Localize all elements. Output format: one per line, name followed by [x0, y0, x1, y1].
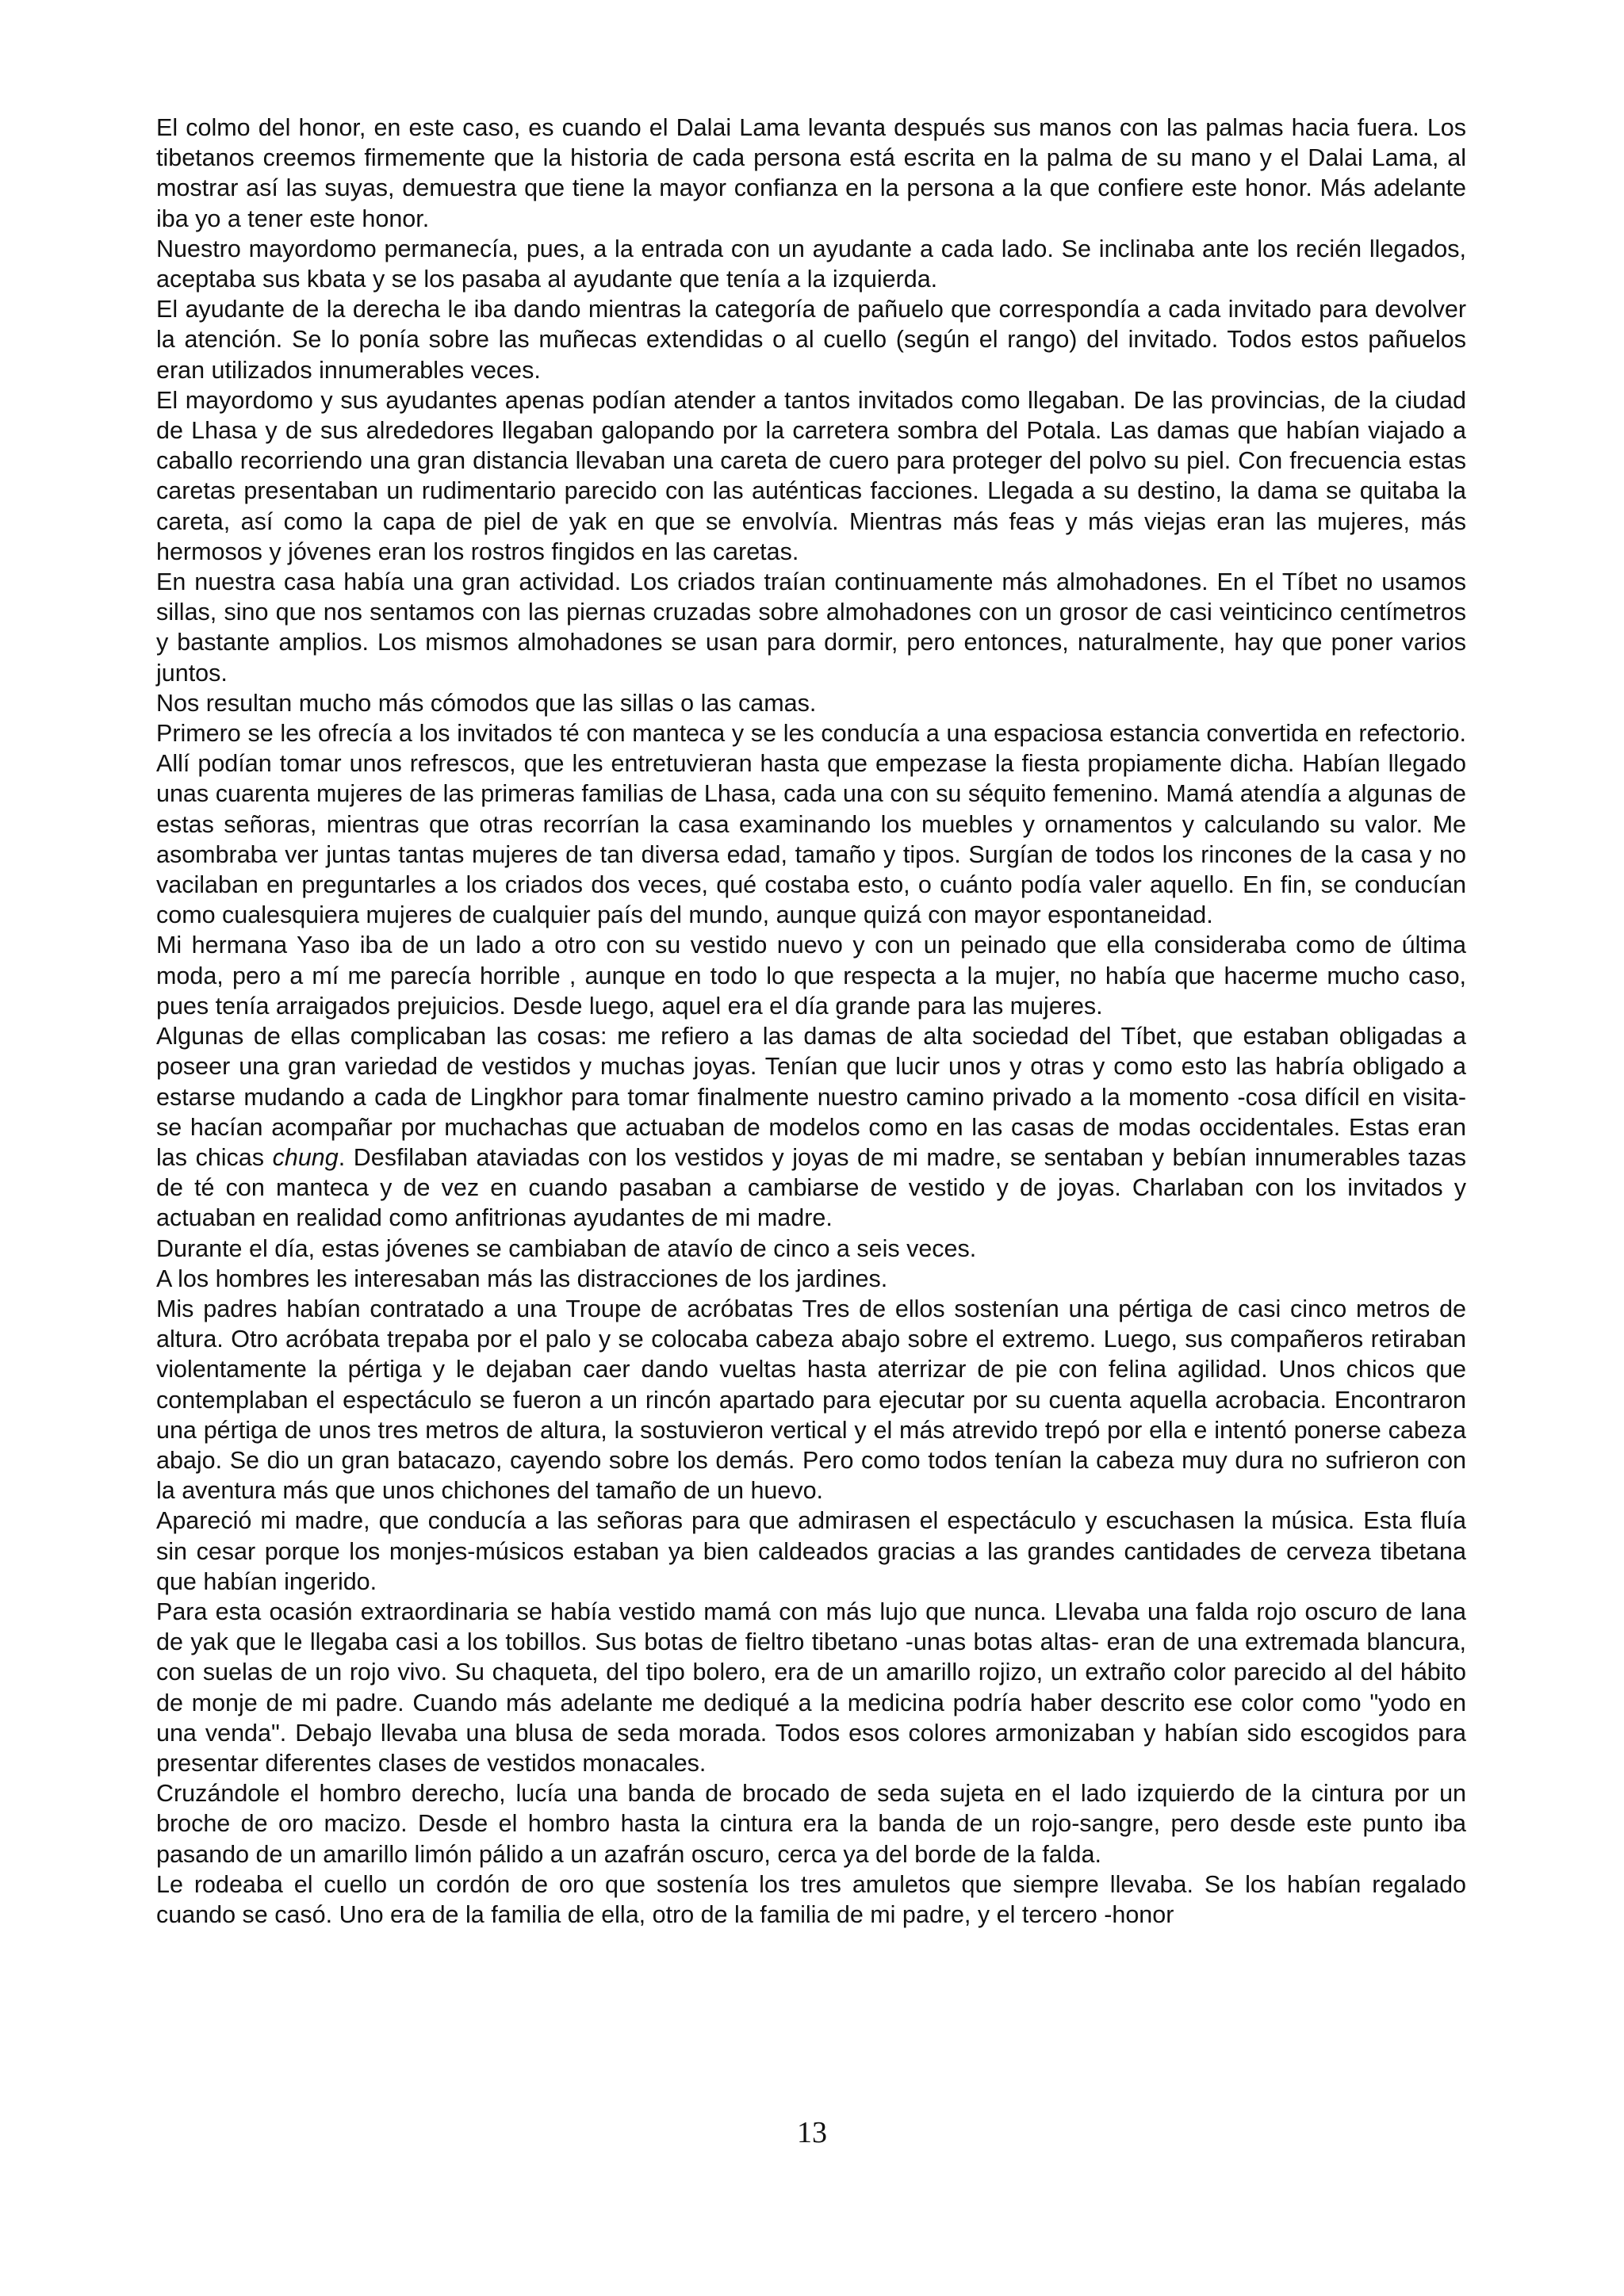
- paragraph: Mis padres habían contratado a una Troupe de acróbatas Tres de ellos sostenían una pértiga de casi cinco metros de altura. Otro acróbata trepaba por el palo y se colocaba cabeza abajo sobre el extremo. Luego, sus compañeros retiraban violentamente la pértiga y le dejaban caer dando vueltas hasta aterrizar de pie con felina agilidad. Unos chicos que contemplaban el espectáculo se fueron a un rincón apartado para ejecutar por su cuenta aquella acrobacia. Encontraron una pértiga de unos tres metros de altura, la sostuvieron vertical y el más atrevido trepó por ella e intentó ponerse cabeza abajo. Se dio un gran batacazo, cayendo sobre los demás. Pero como todos tenían la cabeza muy dura no sufrieron con la aventura más que unos chichones del tamaño de un huevo.: [156, 1295, 1466, 1505]
- paragraph: Apareció mi madre, que conducía a las señoras para que admirasen el espectáculo y escuchasen la música. Esta fluía sin cesar porque los monjes-músicos estaban ya bien caldeados gracias a las grandes cantidades de cerveza tibetana que habían ingerido.: [156, 1507, 1466, 1595]
- paragraph: Le rodeaba el cuello un cordón de oro que sostenía los tres amuletos que siempre llevaba. Se los habían regalado cuando se casó. Uno era de la familia de ella, otro de la familia de mi padre, y el tercero -honor: [156, 1870, 1466, 1928]
- paragraph: Para esta ocasión extraordinaria se había vestido mamá con más lujo que nunca. Llevaba una falda rojo oscuro de lana de yak que le llegaba casi a los tobillos. Sus botas de fieltro tibetano -unas botas altas- eran de una extremada blancura, con suelas de un rojo vivo. Su chaqueta, del tipo bolero, era de un amarillo rojizo, un extraño color parecido al del hábito de monje de mi padre. Cuando más adelante me dediqué a la medicina podría haber descrito ese color como "yodo en una venda". Debajo llevaba una blusa de seda morada. Todos esos colores armonizaban y habían sido escogidos para presentar diferentes clases de vestidos monacales.: [156, 1598, 1466, 1777]
- paragraph: Durante el día, estas jóvenes se cambiaban de atavío de cinco a seis veces.: [156, 1234, 977, 1262]
- paragraph: En nuestra casa había una gran actividad. Los criados traían continuamente más almohadones. En el Tíbet no usamos sillas, sino que nos sentamos con las piernas cruzadas sobre almohadones con un grosor de casi veinticinco centímetros y bastante amplios. Los mismos almohadones se usan para dormir, pero entonces, naturalmente, hay que poner varios juntos.: [156, 568, 1466, 687]
- page-number: 13: [797, 2116, 827, 2149]
- paragraph: Algunas de ellas complicaban las cosas: me refiero a las damas de alta sociedad del Tíbet, que estaban obligadas a poseer una gran variedad de vestidos y muchas joyas. Tenían que lucir unos y otras y como esto las habría obligado a estarse mudando a cada de Lingkhor para tomar finalmente nuestro camino privado a la momento -cosa difícil en visita- se hacían acompañar por muchachas que actuaban de modelos como en las casas de modas occidentales. Estas eran las chicas chung. Desfilaban ataviadas con los vestidos y joyas de mi madre, se sentaban y bebían innumerables tazas de té con manteca y de vez en cuando pasaban a cambiarse de vestido y de joyas. Charlaban con los invitados y actuaban en realidad como anfitrionas ayudantes de mi madre.: [156, 1023, 1466, 1232]
- paragraph: A los hombres les interesaban más las distracciones de los jardines.: [156, 1265, 888, 1292]
- paragraph: El mayordomo y sus ayudantes apenas podían atender a tantos invitados como llegaban. De las provincias, de la ciudad de Lhasa y de sus alrededores llegaban galopando por la carretera sombra del Potala. Las damas que habían viajado a caballo recorriendo una gran distancia llevaban una careta de cuero para proteger del polvo su piel. Con frecuencia estas caretas presentaban un rudimentario parecido con las auténticas facciones. Llegada a su destino, la dama se quitaba la careta, así como la capa de piel de yak en que se envolvía. Mientras más feas y más viejas eran las mujeres, más hermosos y jóvenes eran los rostros fingidos en las caretas.: [156, 386, 1466, 565]
- paragraph: Mi hermana Yaso iba de un lado a otro con su vestido nuevo y con un peinado que ella consideraba como de última moda, pero a mí me parecía horrible , aunque en todo lo que respecta a la mujer, no había que hacerme mucho caso, pues tenía arraigados prejuicios. Desde luego, aquel era el día grande para las mujeres.: [156, 932, 1466, 1020]
- paragraph: Nuestro mayordomo permanecía, pues, a la entrada con un ayudante a cada lado. Se inclinaba ante los recién llegados, aceptaba sus kbata y se los pasaba al ayudante que tenía a la izquierda.: [156, 235, 1466, 293]
- paragraph: Primero se les ofrecía a los invitados té con manteca y se les conducía a una espaciosa estancia convertida en refectorio. Allí podían tomar unos refrescos, que les entretuvieran hasta que empezase la fiesta propiamente dicha. Habían llegado unas cuarenta mujeres de las primeras familias de Lhasa, cada una con su séquito femenino. Mamá atendía a algunas de estas señoras, mientras que otras recorrían la casa examinando los muebles y ornamentos y calculando su valor. Me asombraba ver juntas tantas mujeres de tan diversa edad, tamaño y tipos. Surgían de todos los rincones de la casa y no vacilaban en preguntarles a los criados dos veces, qué costaba esto, o cuánto podía valer aquello. En fin, se conducían como cualesquiera mujeres de cualquier país del mundo, aunque quizá con mayor espontaneidad.: [156, 720, 1466, 929]
- paragraph: Nos resultan mucho más cómodos que las sillas o las camas.: [156, 689, 817, 717]
- body-text: [156, 113, 1466, 1930]
- paragraph: El colmo del honor, en este caso, es cuando el Dalai Lama levanta después sus manos con las palmas hacia fuera. Los tibetanos creemos firmemente que la historia de cada persona está escrita en la palma de su mano y el Dalai Lama, al mostrar así las suyas, demuestra que tiene la mayor confianza en la persona a la que confiere este honor. Más adelante iba yo a tener este honor.: [156, 114, 1466, 232]
- paragraph: El ayudante de la derecha le iba dando mientras la categoría de pañuelo que correspondía a cada invitado para devolver la atención. Se lo ponía sobre las muñecas extendidas o al cuello (según el rango) del invitado. Todos estos pañuelos eran utilizados innumerables veces.: [156, 296, 1466, 384]
- paragraph: Cruzándole el hombro derecho, lucía una banda de brocado de seda sujeta en el lado izquierdo de la cintura por un broche de oro macizo. Desde el hombro hasta la cintura era la banda de un rojo-sangre, pero desde este punto iba pasando de un amarillo limón pálido a un azafrán oscuro, cerca ya del borde de la falda.: [156, 1780, 1466, 1868]
